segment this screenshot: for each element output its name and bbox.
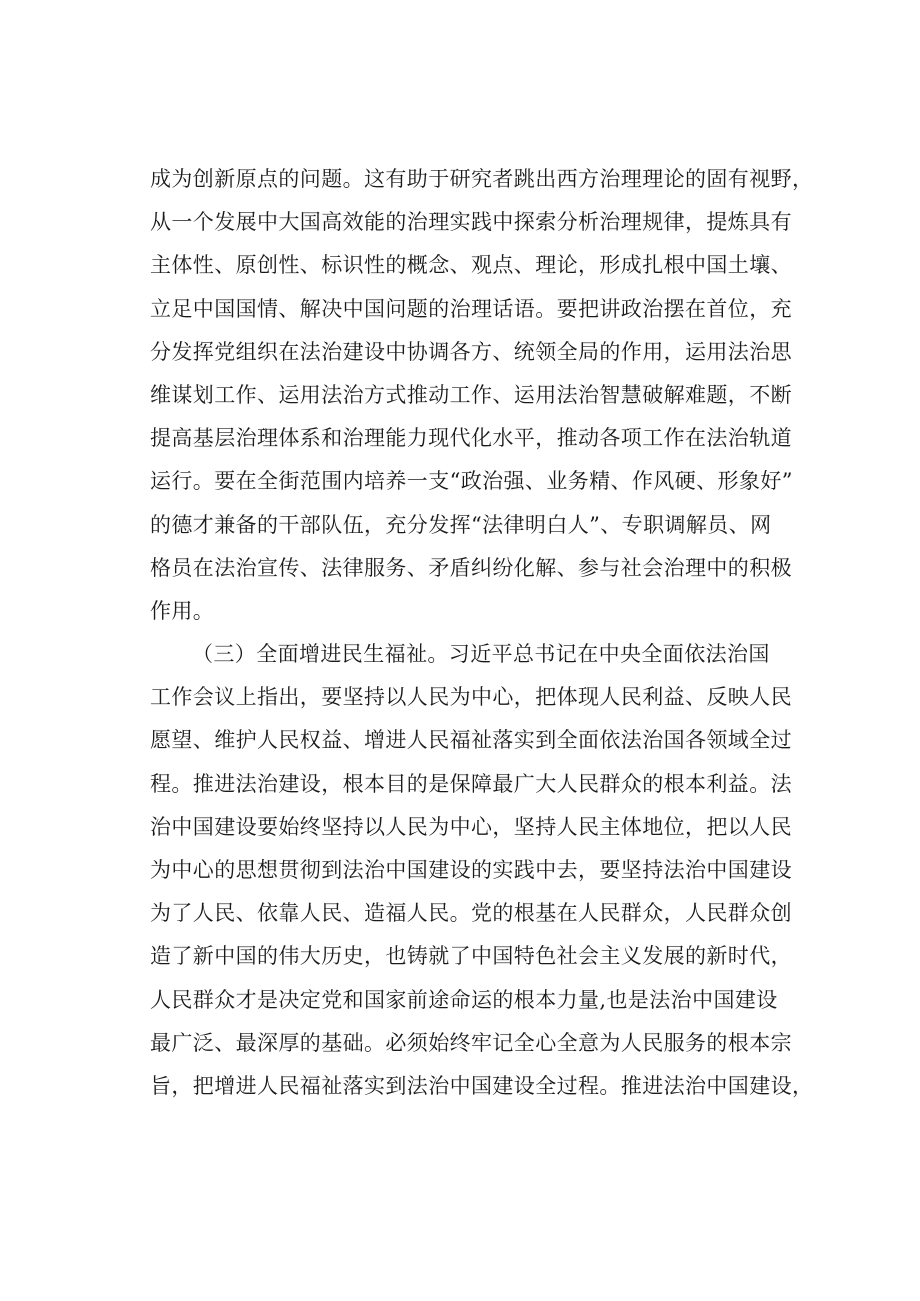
text-line: 分发挥党组织在法治建设中协调各方、统领全局的作用，运用法治思: [150, 339, 792, 364]
text-line: 愿望、维护人民权益、增进人民福祉落实到全面依法治国各领域全过: [150, 728, 792, 753]
text-line: 程。推进法治建设，根本目的是保障最广大人民群众的根本利益。法: [150, 771, 792, 796]
text-line: 格员在法治宣传、法律服务、矛盾纠纷化解、参与社会治理中的积极: [150, 555, 792, 580]
text-line: 治中国建设要始终坚持以人民为中心，坚持人民主体地位，把以人民: [150, 814, 792, 839]
text-line: 为了人民、依靠人民、造福人民。党的根基在人民群众，人民群众创: [150, 901, 792, 926]
text-line: 为中心的思想贯彻到法治中国建设的实践中去，要坚持法治中国建设: [150, 858, 792, 882]
text-line: 造了新中国的伟大历史，也铸就了中国特色社会主义发展的新时代，: [150, 944, 792, 969]
text-line: 作用。: [150, 598, 215, 623]
text-line: （三）全面增进民生福祉。习近平总书记在中央全面依法治国: [192, 642, 770, 667]
text-line: 从一个发展中大国高效能的治理实践中探索分析治理规律，提炼具有: [150, 210, 792, 235]
text-line: 成为创新原点的问题。这有助于研究者跳出西方治理理论的固有视野，: [150, 167, 814, 191]
text-line: 运行。要在全街范围内培养一支“政治强、业务精、作风硬、形象好”: [150, 469, 793, 494]
text-line: 人民群众才是决定党和国家前途命运的根本力量,也是法治中国建设: [150, 987, 778, 1012]
text-line: 维谋划工作、运用法治方式推动工作、运用法治智慧破解难题，不断: [150, 382, 792, 407]
text-line: 的德才兼备的干部队伍，充分发挥“法律明白人”、专职调解员、网: [150, 512, 772, 537]
text-line: 旨，把增进人民福祉落实到法治中国建设全过程。推进法治中国建设，: [150, 1073, 814, 1098]
text-line: 提高基层治理体系和治理能力现代化水平，推动各项工作在法治轨道: [150, 426, 792, 451]
text-line: 立足中国国情、解决中国问题的治理话语。要把讲政治摆在首位，充: [150, 296, 792, 321]
text-line: 工作会议上指出，要坚持以人民为中心，把体现人民利益、反映人民: [150, 685, 792, 710]
text-line: 主体性、原创性、标识性的概念、观点、理论，形成扎根中国土壤、: [150, 253, 792, 278]
text-line: 最广泛、最深厚的基础。必须始终牢记全心全意为人民服务的根本宗: [150, 1030, 792, 1055]
body-text: [150, 158, 830, 1108]
